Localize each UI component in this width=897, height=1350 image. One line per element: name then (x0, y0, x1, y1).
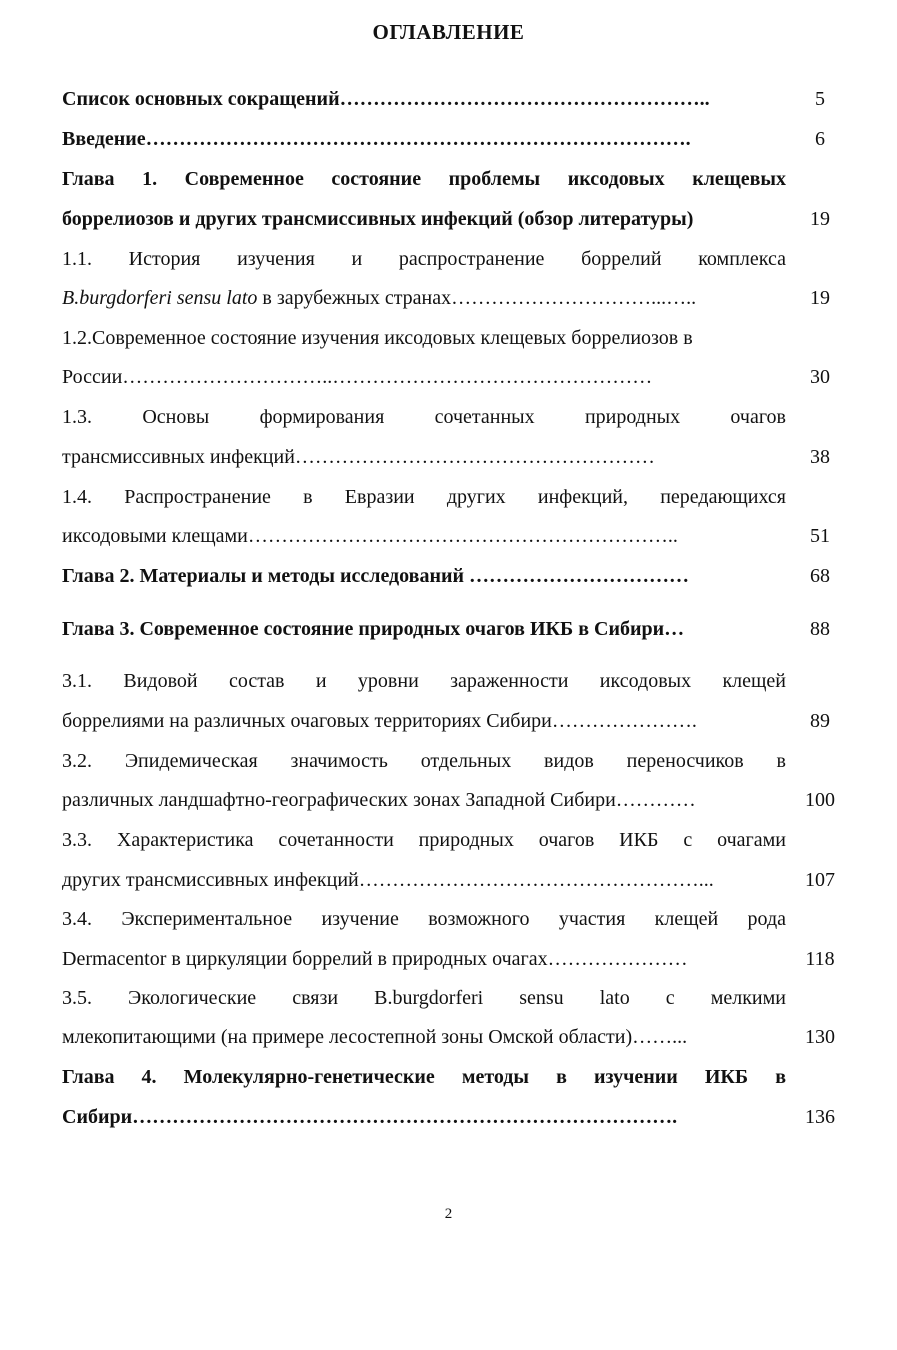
toc-chapter1-line1: Глава 1. Современное состояние проблемы иксодовых клещевых (62, 168, 786, 190)
toc-page-number: 136 (805, 1106, 835, 1128)
toc-section-1-1-line2 (62, 285, 786, 311)
toc-section-1-4-line1: 1.4. Распространение в Евразии других инфекций, передающихся (62, 486, 786, 508)
toc-chapter4-line1: Глава 4. Молекулярно-генетические методы в изучении ИКБ в (62, 1066, 786, 1088)
toc-section-1-3-line1: 1.3. Основы формирования сочетанных природных очагов (62, 406, 786, 428)
toc-chapter2: Глава 2. Материалы и методы исследований …………………………… (62, 565, 690, 587)
toc-section-1-2-line2: России…………………………..………………………………………… (62, 366, 653, 388)
toc-section-3-3-line1: 3.3. Характеристика сочетанности природных очагов ИКБ с очагами (62, 829, 786, 851)
toc-section-3-5-line2: млекопитающими (на примере лесостепной зоны Омской области)……... (62, 1026, 688, 1048)
toc-section-3-1-line2: боррелиями на различных очаговых территориях Сибири…………………. (62, 710, 697, 732)
toc-page-number: 88 (810, 618, 830, 640)
toc-page-number: 30 (810, 366, 830, 388)
toc-chapter4-line2: Сибири………………………………………………………………………. (62, 1106, 678, 1128)
toc-section-1-1-line2-rest: в зарубежных странах…………………………...….. (257, 287, 697, 309)
toc-page-number: 38 (810, 446, 830, 468)
toc-page-number: 6 (815, 128, 825, 150)
toc-page-number: 51 (810, 525, 830, 547)
page-number: 2 (444, 1206, 453, 1222)
toc-page-number: 118 (805, 948, 835, 970)
toc-page-number: 107 (805, 869, 835, 891)
page-title: ОГЛАВЛЕНИЕ (372, 20, 525, 44)
toc-section-1-2-line1: 1.2.Современное состояние изучения иксодовых клещевых боррелиозов в (62, 327, 693, 349)
toc-abbreviations: Список основных сокращений……………………………………………….. (62, 88, 710, 110)
toc-page-number: 19 (810, 208, 830, 230)
toc-section-3-2-line1: 3.2. Эпидемическая значимость отдельных видов переносчиков в (62, 750, 786, 772)
toc-page-number: 5 (815, 88, 825, 110)
toc-section-3-5-line1: 3.5. Экологические связи B.burgdorferi sensu lato с мелкими (62, 987, 786, 1009)
toc-chapter3: Глава 3. Современное состояние природных очагов ИКБ в Сибири… (62, 618, 685, 640)
toc-page-number: 19 (810, 287, 830, 309)
toc-page-number: 100 (805, 789, 835, 811)
species-name: B.burgdorferi sensu lato (62, 287, 258, 309)
toc-page-number: 130 (805, 1026, 835, 1048)
toc-section-3-4-line2: Dermacentor в циркуляции боррелий в природных очагах………………… (62, 948, 688, 970)
toc-section-1-4-line2: иксодовыми клещами……………………………………………………….. (62, 525, 678, 547)
toc-page-number: 89 (810, 710, 830, 732)
toc-page-number: 68 (810, 565, 830, 587)
toc-section-3-1-line1: 3.1. Видовой состав и уровни зараженности иксодовых клещей (62, 670, 786, 692)
toc-section-1-3-line2: трансмиссивных инфекций……………………………………………… (62, 446, 655, 468)
toc-introduction: Введение………………………………………………………………………. (62, 128, 691, 150)
toc-chapter1-line2: боррелиозов и других трансмиссивных инфекций (обзор литературы) (62, 208, 694, 230)
toc-section-3-3-line2: других трансмиссивных инфекций……………………………………………... (62, 869, 714, 891)
toc-section-3-4-line1: 3.4. Экспериментальное изучение возможного участия клещей рода (62, 908, 786, 930)
toc-section-3-2-line2: различных ландшафтно-географических зонах Западной Сибири………… (62, 789, 696, 811)
toc-section-1-1-line1: 1.1. История изучения и распространение боррелий комплекса (62, 248, 786, 270)
